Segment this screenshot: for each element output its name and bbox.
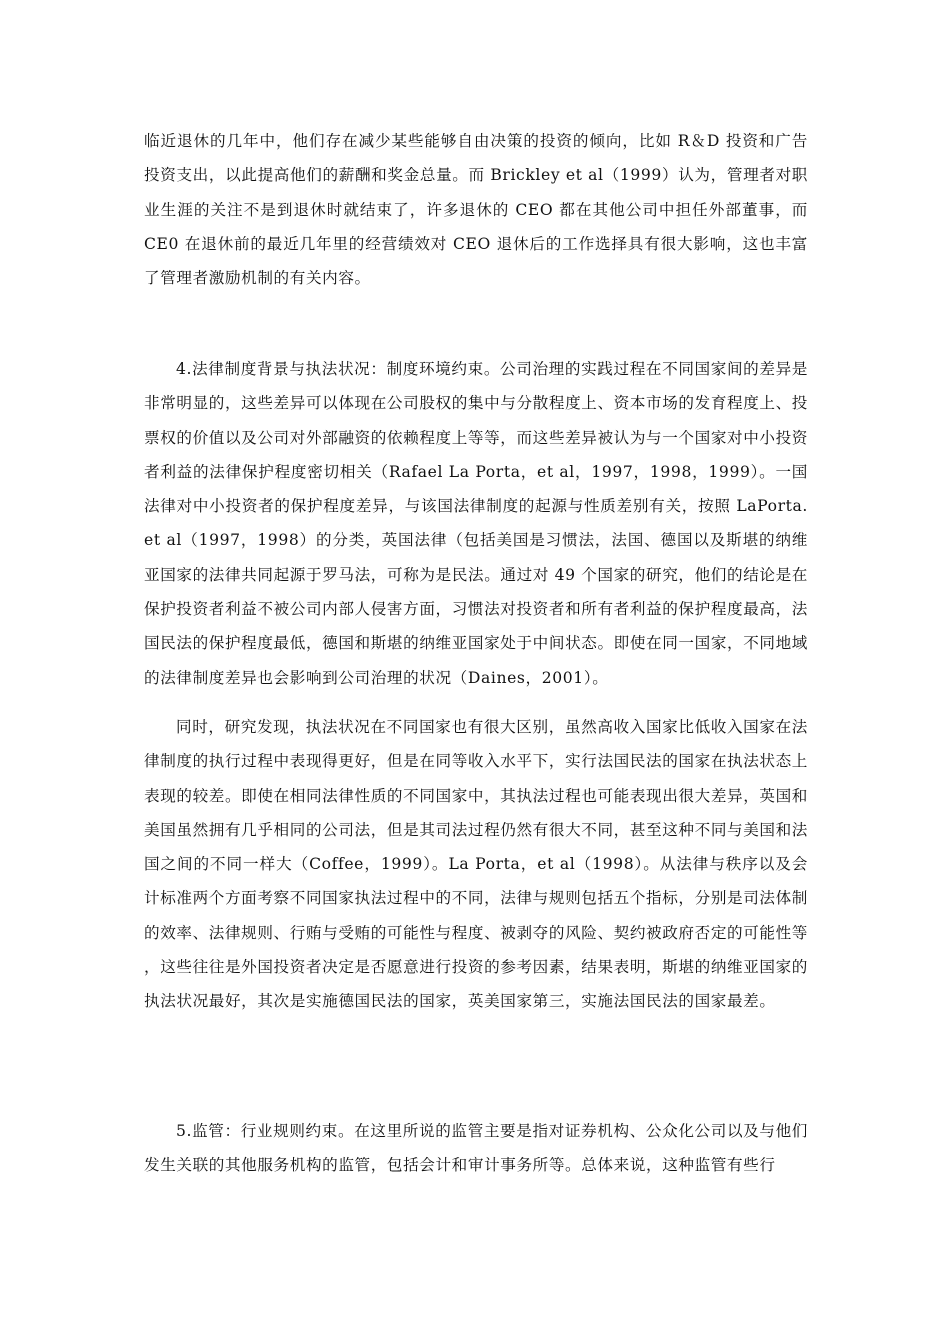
paragraph-retirement-incentives: 临近退休的几年中，他们存在减少某些能够自由决策的投资的倾向，比如 R＆D 投资和广告投资支出，以此提高他们的薪酬和奖金总量。而 Brickley et al（1999）认为，管理者对职业生涯的关注不是到退休时就结束了，许多退休的 CEO 都在其他公司中担任外部董事，而 CE0 在退休前的最近几年里的经营绩效对 CEO 退休后的工作选择具有很大影响，这也丰富了管理者激励机制的有关内容。 — [144, 132, 808, 288]
paragraph-block-3 — [144, 710, 808, 1019]
paragraph-block-1 — [144, 124, 808, 295]
paragraph-block-2 — [144, 352, 808, 695]
paragraph-legal-system: 4.法律制度背景与执法状况：制度环境约束。公司治理的实践过程在不同国家间的差异是非常明显的，这些差异可以体现在公司股权的集中与分散程度上、资本市场的发育程度上、投票权的价值以及公司对外部融资的依赖程度上等等，而这些差异被认为与一个国家对中小投资者利益的法律保护程度密切相关（Rafael La Porta，et al，1997，1998，1999）。一国法律对中小投资者的保护程度差异，与该国法律制度的起源与性质差别有关，按照 LaPorta.et al（1997，1998）的分类，英国法律（包括美国是习惯法，法国、德国以及斯堪的纳维亚国家的法律共同起源于罗马法，可称为是民法。通过对 49 个国家的研究，他们的结论是在保护投资者利益不被公司内部人侵害方面，习惯法对投资者和所有者利益的保护程度最高，法国民法的保护程度最低，德国和斯堪的纳维亚国家处于中间状态。即使在同一国家，不同地域的法律制度差异也会影响到公司治理的状况（Daines，2001）。 — [144, 360, 808, 687]
paragraph-regulation: 5.监管：行业规则约束。在这里所说的监管主要是指对证券机构、公众化公司以及与他们发生关联的其他服务机构的监管，包括会计和审计事务所等。总体来说，这种监管有些行 — [144, 1122, 808, 1175]
paragraph-law-enforcement: 同时，研究发现，执法状况在不同国家也有很大区别，虽然高收入国家比低收入国家在法律制度的执行过程中表现得更好，但是在同等收入水平下，实行法国民法的国家在执法状态上表现的较差。即使在相同法律性质的不同国家中，其执法过程也可能表现出很大差异，英国和美国虽然拥有几乎相同的公司法，但是其司法过程仍然有很大不同，甚至这种不同与美国和法国之间的不同一样大（Coffee，1999）。La Porta，et al（1998）。从法律与秩序以及会计标准两个方面考察不同国家执法过程中的不同，法律与规则包括五个指标，分别是司法体制的效率、法律规则、行贿与受贿的可能性与程度、被剥夺的风险、契约被政府否定的可能性等，这些往往是外国投资者决定是否愿意进行投资的参考因素，结果表明，斯堪的纳维亚国家的执法状况最好，其次是实施德国民法的国家，英美国家第三，实施法国民法的国家最差。 — [144, 718, 808, 1011]
paragraph-block-4 — [144, 1114, 808, 1183]
